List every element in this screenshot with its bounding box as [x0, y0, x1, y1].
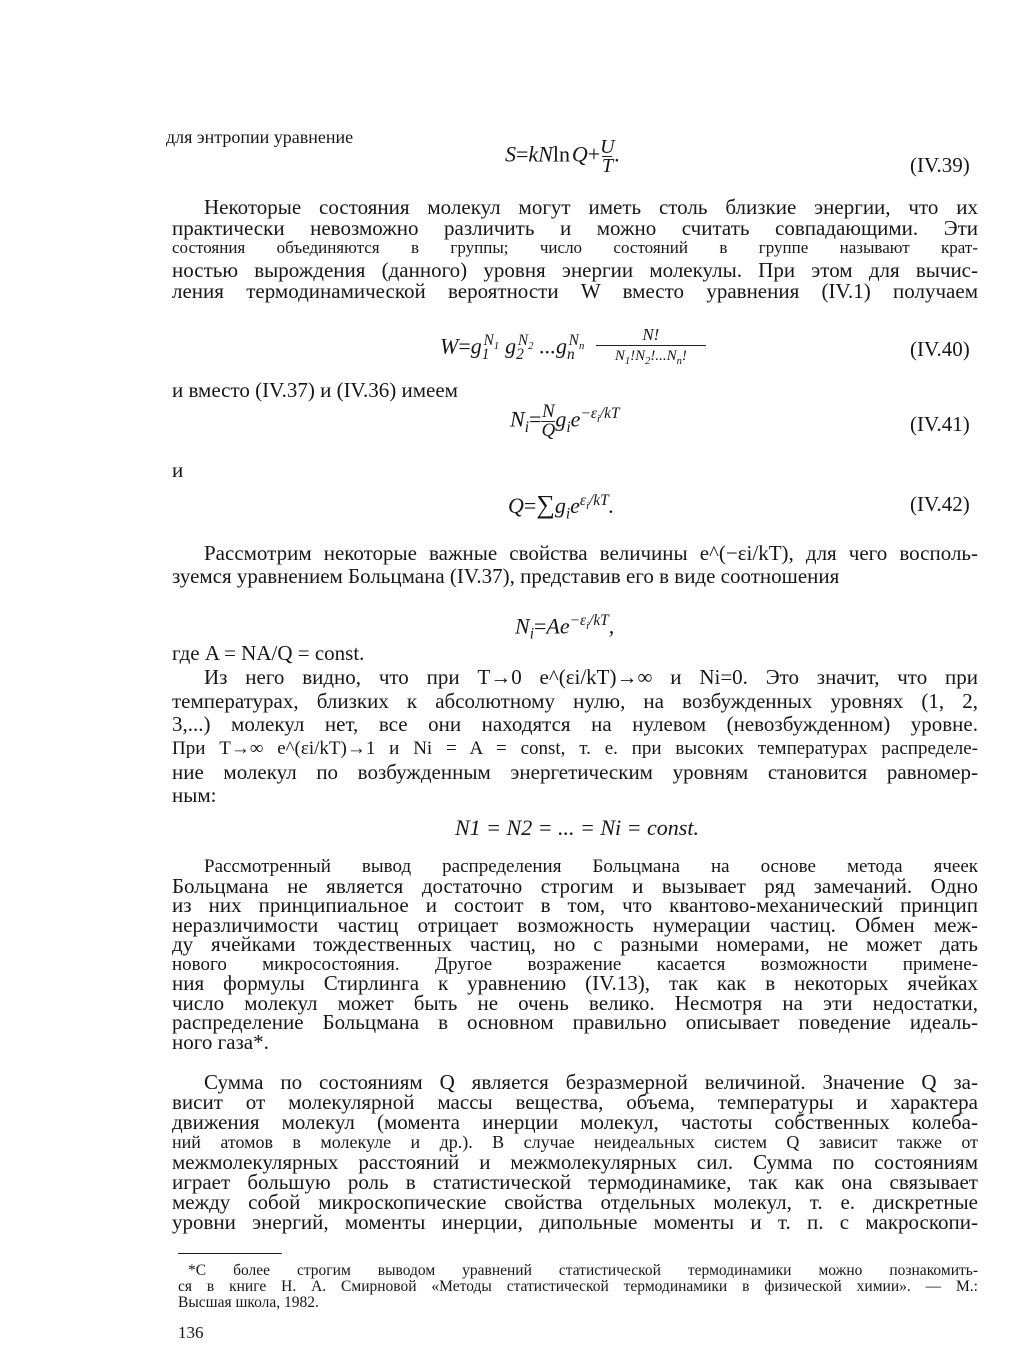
equation-boltzmann-ratio: $N_i=Ae^{-\varepsilon_i/kT}$, [515, 612, 615, 643]
text-line: Из него видно, что при T→0 e^(εi/kT)→∞ и Ni=0. Это значит, что при [204, 665, 978, 689]
text-line: распределение Больцмана в основном правильно описывает поведение идеаль- [172, 1010, 978, 1034]
page-number: 136 [178, 1323, 204, 1342]
text-line: уровни энергий, моменты инерции, дипольные моменты и т. п. с макроскопи- [172, 1210, 978, 1234]
equation-number-iv-41: (IV.41) [910, 412, 970, 436]
text-line: висит от молекулярной массы вещества, объема, температуры и характера [172, 1090, 978, 1114]
footnote-rule [178, 1253, 282, 1254]
paragraph-degeneracy [172, 196, 978, 301]
equation-number-iv-42: (IV.42) [910, 492, 970, 516]
equation-equal-populations: N1 = N2 = ... = Ni = const. [455, 815, 699, 840]
text-line: Сумма по состояниям Q является безразмерной величиной. Значение Q за- [204, 1070, 978, 1094]
text-line: ний атомов в молекуле и др.). В случае неидеальных систем Q зависит также от [172, 1132, 978, 1152]
text-line: неразличимости частиц отрицает возможность нумерации частиц. Обмен меж- [172, 912, 978, 937]
text-line: число молекул может быть не очень велико. Несмотря на эти недостатки, [172, 990, 978, 1015]
paragraph-partition-function [172, 1072, 978, 1232]
equation-number-iv-39: (IV.39) [910, 153, 970, 177]
text-line: играет большую роль в статистической термодинамике, так как она связывает [172, 1170, 978, 1194]
footnote-line: ся в книге Н. А. Смирновой «Методы статистической термодинамики в физической химии». — М.: [178, 1278, 978, 1295]
text-line: 3,...) молекул нет, все они находятся на нулевом (невозбужденном) уровне. [172, 712, 978, 736]
text-line: Некоторые состояния молекул могут иметь столь близкие энергии, что их [204, 195, 978, 219]
text-line: При T→∞ e^(εi/kT)→1 и Ni = A = const, т. е. при высоких температурах распределе- [172, 738, 978, 759]
equation-iv-41: $N_i=$ $\frac{N}{Q}$ $g_ie^{-\varepsilon_i/kT}$ [510, 401, 620, 441]
paragraph-limits [172, 666, 978, 807]
text-line: движения молекул (момента инерции молекул, частоты собственных колеба- [172, 1110, 978, 1134]
footnote [178, 1263, 978, 1311]
instead-label: и вместо (IV.37) и (IV.36) имеем [172, 378, 458, 402]
text-line: зуемся уравнением Больцмана (IV.37), представив его в виде соотношения [172, 564, 840, 588]
paragraph-properties [172, 542, 978, 588]
text-line: ние молекул по возбужденным энергетическим уровням становится равномер- [172, 760, 978, 784]
text-line: нового микросостояния. Другое возражение касается возможности примене- [172, 953, 978, 975]
text-line: практически невозможно различить и можно считать совпадающими. Эти [172, 216, 978, 240]
text-line: состояния объединяются в группы; число состояний в группе называют крат- [172, 238, 978, 257]
text-line: Больцмана не является достаточно строгим и вызывает ряд замечаний. Одно [172, 873, 978, 898]
equation-iv-40: $W=g_1^{N_1}$ $g_2^{N_2}$ $...g_n^{N_n}$ $\frac{N!}{N_1!N_2!...N_n!}$ [440, 325, 706, 372]
text-line: между собой микроскопические свойства отдельных молекул, т. е. дискретные [172, 1190, 978, 1214]
and-label: и [172, 458, 184, 482]
text-line: ления термодинамической вероятности W вместо уравнения (IV.1) получаем [172, 279, 978, 303]
footnote-line: *С более строгим выводом уравнений статистической термодинамики можно познакомить- [188, 1262, 978, 1279]
text-line: из них принципиальное и состоит в том, что квантово-механический принцип [172, 893, 978, 917]
equation-iv-42: $Q=\sum g_ie^{\varepsilon_i/kT}$. [508, 490, 615, 523]
text-line: Рассмотрим некоторые важные свойства величины e^(−εi/kT), для чего восполь- [204, 541, 978, 565]
text-line: температурах, близких к абсолютному нулю, на возбужденных уровнях (1, 2, [172, 689, 978, 713]
paragraph-criticism [172, 857, 978, 1052]
text-line: ным: [172, 783, 217, 807]
equation-iv-39: S=kNln Q+ $\frac{U}{T}$ . [505, 136, 621, 177]
text-line: Рассмотренный вывод распределения Больцмана на основе метода ячеек [204, 856, 978, 877]
intro-label: для энтропии уравнение [166, 127, 354, 147]
where-label: где A = NA/Q = const. [172, 641, 365, 665]
equation-number-iv-40: (IV.40) [910, 337, 970, 361]
text-line: ния формулы Стирлинга к уравнению (IV.13), так как в некоторых ячейках [172, 971, 978, 995]
text-line: ностью вырождения (данного) уровня энергии молекулы. При этом для вычис- [172, 258, 978, 282]
text-line: межмолекулярных расстояний и межмолекулярных сил. Сумма по состояниям [172, 1150, 978, 1174]
text-line: ду ячейками тождественных частиц, но с разными номерами, не может дать [172, 932, 978, 956]
footnote-line: Высшая школа, 1982. [178, 1294, 319, 1311]
text-line: ного газа*. [172, 1029, 269, 1054]
